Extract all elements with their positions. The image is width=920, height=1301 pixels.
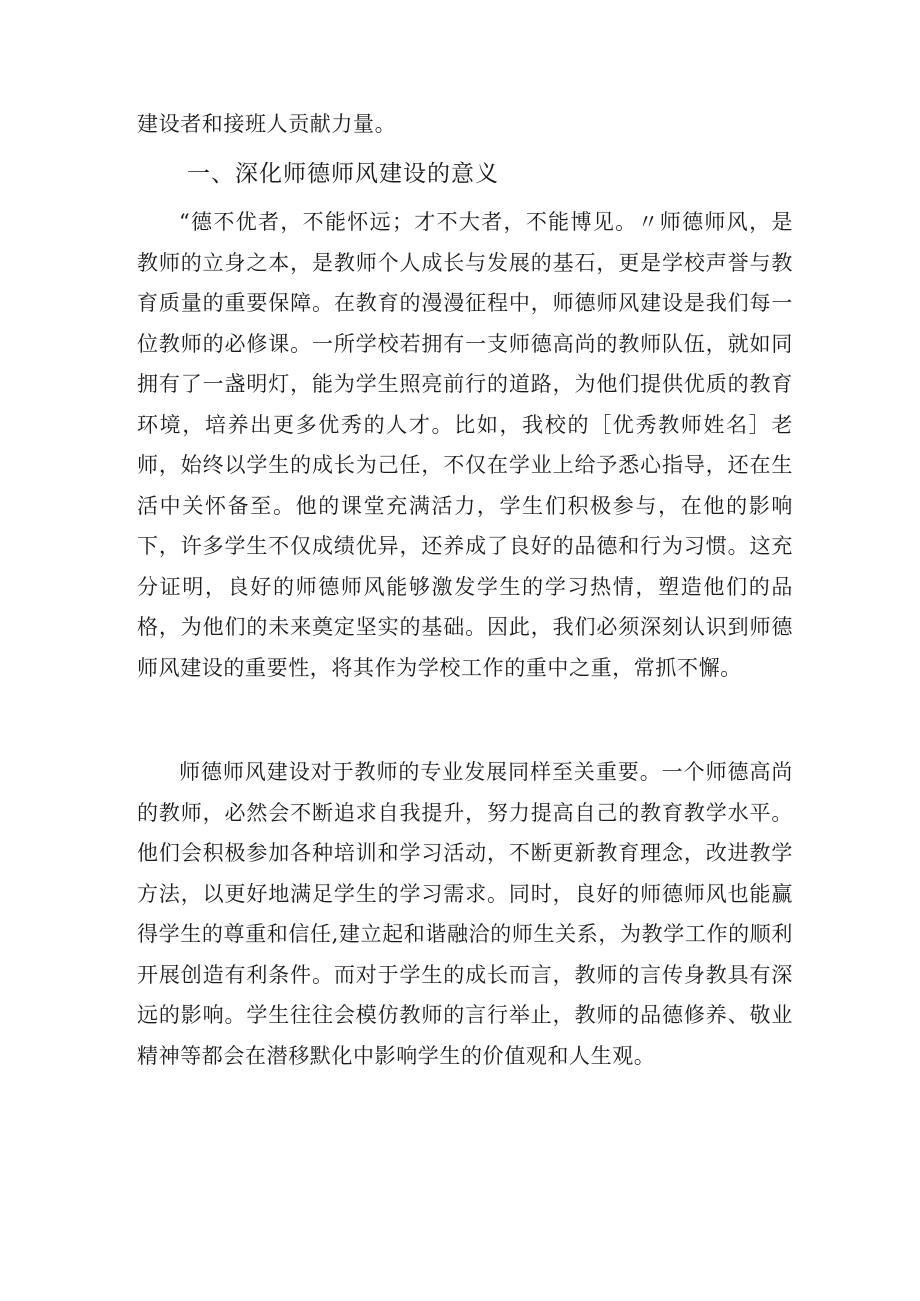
- section-heading: 一、深化师德师风建设的意义: [187, 161, 499, 187]
- continuation-paragraph: 建设者和接班人贡献力量。: [137, 112, 397, 136]
- body-paragraph-1: “德不优者，不能怀远；才不大者，不能博见。〃师德师风，是教师的立身之本，是教师个人成长与发展的基石，更是学校声誉与教育质量的重要保障。在教育的漫漫征程中，师德师风建设是我们每一位教师的必修课。一所学校若拥有一支师德高尚的教师队伍，就如同拥有了一盏明灯，能为学生照亮前行的道路，为他们提供优质的教育环境，培养出更多优秀的人才。比如，我校的［优秀教师姓名］老师，始终以学生的成长为己任，不仅在学业上给予悉心指导，还在生活中关怀备至。他的课堂充满活力，学生们积极参与，在他的影响下，许多学生不仅成绩优异，还养成了良好的品德和行为习惯。这充分证明，良好的师德师风能够激发学生的学习热情，塑造他们的品格，为他们的未来奠定坚实的基础。因此，我们必须深刻认识到师德师风建设的重要性，将其作为学校工作的重中之重，常抓不懈。: [137, 210, 793, 680]
- body-paragraph-2: 师德师风建设对于教师的专业发展同样至关重要。一个师德高尚的教师，必然会不断追求自我提升，努力提高自己的教育教学水平。他们会积极参加各种培训和学习活动，不断更新教育理念，改进教学方法，以更好地满足学生的学习需求。同时，良好的师德师风也能赢得学生的尊重和信任,建立起和谐融洽的师生关系，为教学工作的顺利开展创造有利条件。而对于学生的成长而言，教师的言传身教具有深远的影响。学生往往会模仿教师的言行举止，教师的品德修养、敬业精神等都会在潜移默化中影响学生的价值观和人生观。: [137, 760, 793, 1068]
